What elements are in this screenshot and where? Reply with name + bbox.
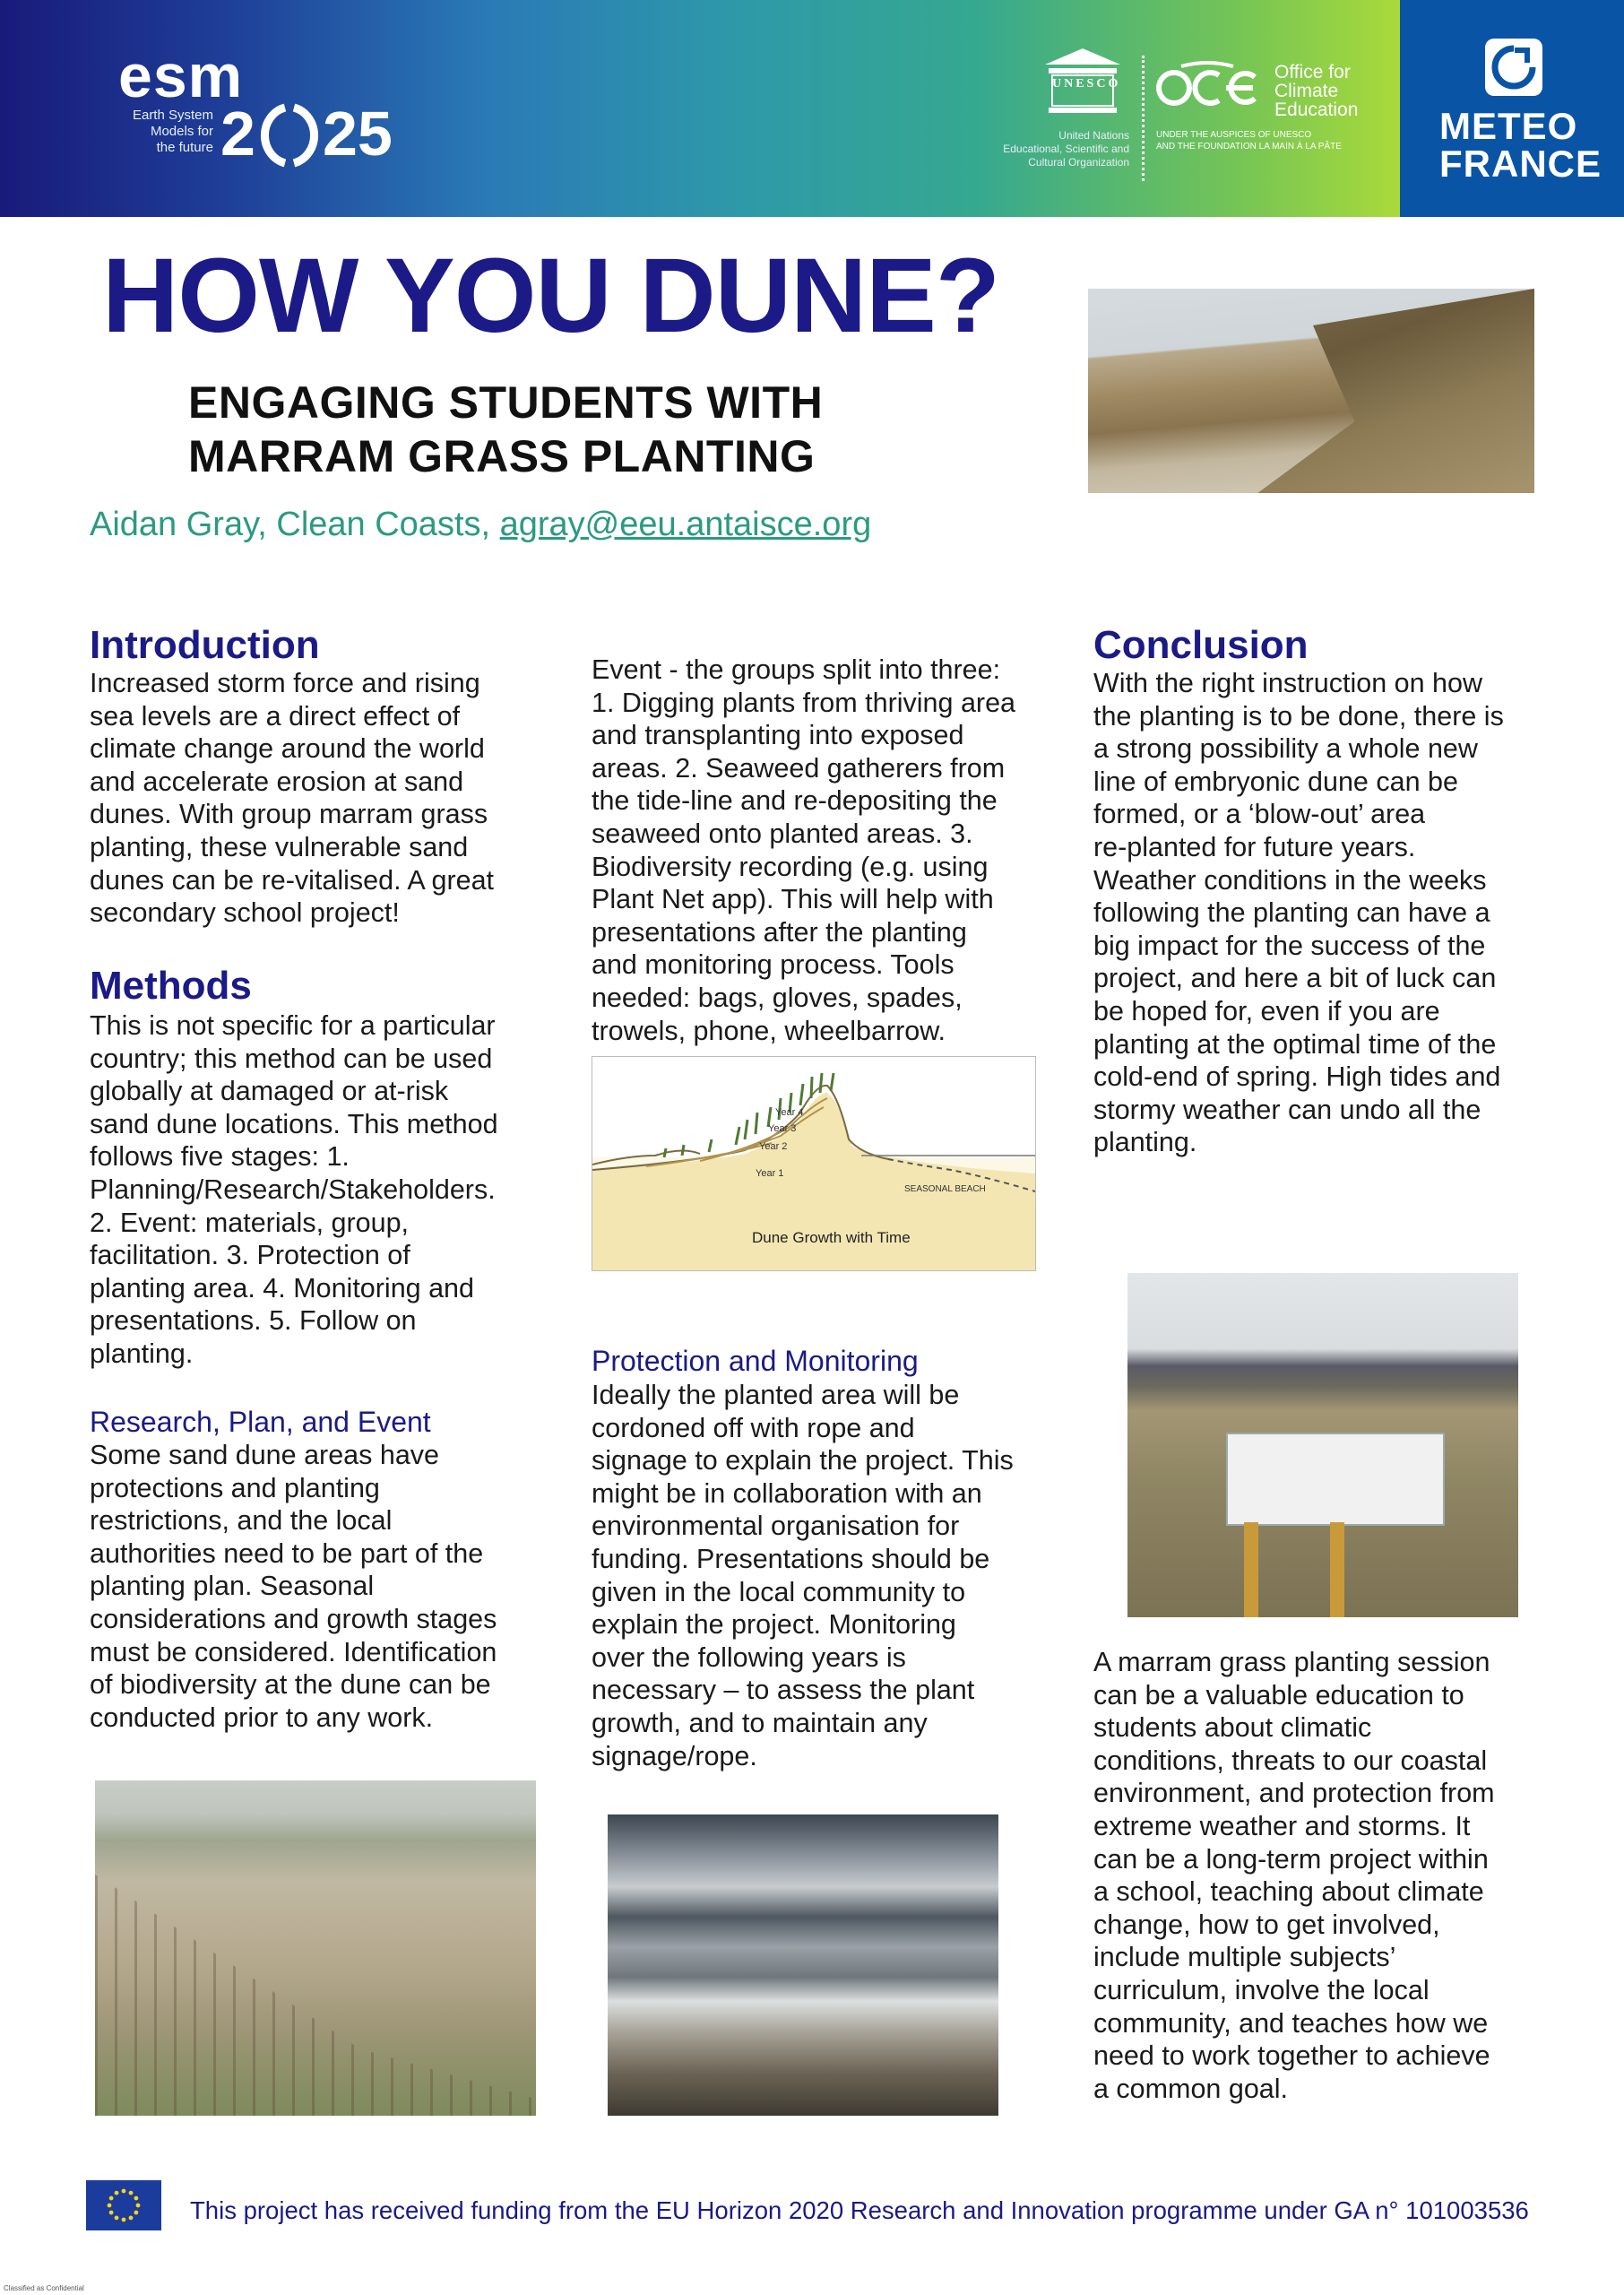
text-line: sand dune locations. This method xyxy=(90,1108,498,1139)
conclusion-text xyxy=(1093,667,1546,1159)
heading-research-plan-event: Research, Plan, and Event xyxy=(90,1406,431,1438)
text-line: planting. xyxy=(1093,1127,1197,1158)
logo-divider xyxy=(1142,56,1145,181)
text-line: cordoned off with rope and xyxy=(592,1412,915,1443)
header-banner xyxy=(0,0,1624,217)
text-line: be hoped for, even if you are xyxy=(1093,995,1440,1026)
text-line: considerations and growth stages xyxy=(90,1603,497,1634)
oce-auspices: UNDER THE AUSPICES OF UNESCO AND THE FOUNDATION LA MAIN À LA PÂTE xyxy=(1156,130,1342,152)
text-line: 2. Event: materials, group, xyxy=(90,1207,410,1238)
text-line: and transplanting into exposed xyxy=(592,720,964,751)
text-line: 1. Digging plants from thriving area xyxy=(592,687,1015,718)
text-line: necessary – to assess the plant xyxy=(592,1675,975,1706)
text-line: Event - the groups split into three: xyxy=(592,654,1001,685)
sign-post-right xyxy=(1330,1522,1344,1617)
text-line: presentations after the planting xyxy=(592,916,967,948)
text-line: Weather conditions in the weeks xyxy=(1093,864,1487,896)
eu-stars-icon xyxy=(86,2180,161,2230)
text-line: facilitation. 3. Protection of xyxy=(90,1240,410,1271)
text-line: and monitoring process. Tools xyxy=(592,949,955,981)
photo-group-with-sign xyxy=(1127,1273,1518,1617)
text-line: growth, and to maintain any xyxy=(592,1707,928,1738)
text-line: community, and teaches how we xyxy=(1093,2007,1489,2039)
text-line: This is not specific for a particular xyxy=(90,1010,496,1041)
esm-logo-tagline: Earth System Models for the future xyxy=(132,108,213,155)
unesco-caption: United Nations Educational, Scientific and Cultural Organization xyxy=(1003,129,1129,169)
meteo-france-logo xyxy=(1400,0,1624,217)
heading-protection-monitoring: Protection and Monitoring xyxy=(592,1345,919,1377)
text-line: the tide-line and re-depositing the xyxy=(592,785,998,817)
diagram-caption: Dune Growth with Time xyxy=(752,1229,911,1246)
text-line: dunes can be re-vitalised. A great xyxy=(90,864,495,896)
classification-label: Classified as Confidential xyxy=(4,2284,84,2292)
page-title: HOW YOU DUNE? xyxy=(102,237,999,355)
closing-text xyxy=(1093,1646,1546,2105)
photo-fenced-planting xyxy=(95,1780,536,2116)
text-line: of biodiversity at the dune can be xyxy=(90,1669,491,1701)
text-line: Biodiversity recording (e.g. using xyxy=(592,851,989,882)
text-line: might be in collaboration with an xyxy=(592,1477,982,1509)
text-line: can be a valuable education to xyxy=(1093,1679,1464,1710)
text-line: curriculum, involve the local xyxy=(1093,1974,1430,2005)
author-line xyxy=(90,506,871,544)
text-line: Some sand dune areas have xyxy=(90,1440,439,1470)
text-line: a school, teaching about climate xyxy=(1093,1876,1484,1908)
heading-methods: Methods xyxy=(90,964,252,1008)
text-line: re-planted for future years. xyxy=(1093,831,1416,862)
text-line: planting at the optimal time of the xyxy=(1093,1028,1497,1060)
year-label-3: Year 3 xyxy=(768,1123,797,1134)
meteo-line2: FRANCE xyxy=(1439,143,1602,185)
unesco-wordmark: UNESCO xyxy=(1052,77,1121,91)
text-line: seaweed onto planted areas. 3. xyxy=(592,818,973,849)
text-line: cold-end of spring. High tides and xyxy=(1093,1061,1501,1093)
text-line: planting, these vulnerable sand xyxy=(90,831,469,862)
text-line: formed, or a ‘blow-out’ area xyxy=(1093,799,1426,830)
text-line: Plant Net app). This will help with xyxy=(592,884,994,915)
author-name: Aidan Gray, Clean Coasts, xyxy=(90,506,500,543)
heading-introduction: Introduction xyxy=(90,623,320,667)
text-line: conditions, threats to our coastal xyxy=(1093,1745,1488,1776)
oce-rings-icon xyxy=(1154,61,1260,115)
text-line: secondary school project! xyxy=(90,897,400,929)
introduction-text xyxy=(90,667,542,930)
text-line: following the planting can have a xyxy=(1093,897,1490,929)
seasonal-beach-label: SEASONAL BEACH xyxy=(904,1184,986,1194)
text-line: project, and here a bit of luck can xyxy=(1093,963,1497,994)
text-line: globally at damaged or at-risk xyxy=(90,1076,449,1107)
esm-logo xyxy=(115,42,437,179)
event-text xyxy=(592,654,1044,1047)
text-line: authorities need to be part of the xyxy=(90,1537,484,1569)
text-line: a strong possibility a whole new xyxy=(1093,733,1478,765)
text-line: change, how to get involved, xyxy=(1093,1909,1440,1940)
methods-text xyxy=(90,1009,542,1371)
unesco-logo xyxy=(986,47,1136,181)
meteo-france-emblem-icon xyxy=(1484,38,1543,97)
subtitle-line-1: ENGAGING STUDENTS WITH xyxy=(188,377,824,428)
year-label-2: Year 2 xyxy=(759,1141,788,1152)
year-label-4: Year 4 xyxy=(775,1107,804,1118)
text-line: planting. xyxy=(90,1338,194,1369)
text-line: must be considered. Identification xyxy=(90,1636,497,1667)
text-line: environment, and protection from xyxy=(1093,1778,1495,1809)
text-line: presentations. 5. Follow on xyxy=(90,1305,417,1337)
text-line: follows five stages: 1. xyxy=(90,1141,350,1173)
text-line: climate change around the world xyxy=(90,733,485,765)
text-line: stormy weather can undo all the xyxy=(1093,1094,1481,1125)
text-line: a common goal. xyxy=(1093,2073,1288,2104)
oce-name: Office for Climate Education xyxy=(1274,62,1359,120)
text-line: environmental organisation for xyxy=(592,1511,960,1542)
year-label-1: Year 1 xyxy=(756,1168,784,1179)
eu-flag-icon xyxy=(86,2180,161,2230)
text-line: can be a long-term project within xyxy=(1093,1843,1489,1875)
text-line: planting plan. Seasonal xyxy=(90,1571,375,1602)
subtitle-line-2: MARRAM GRASS PLANTING xyxy=(188,431,816,481)
meteo-line1: METEO xyxy=(1439,105,1578,147)
photo-eroded-dune xyxy=(1088,289,1534,493)
text-line: explain the project. Monitoring xyxy=(592,1609,956,1641)
text-line: planting area. 4. Monitoring and xyxy=(90,1272,474,1303)
text-line: include multiple subjects’ xyxy=(1093,1942,1396,1973)
text-line: needed: bags, gloves, spades, xyxy=(592,982,963,1013)
text-line: protections and planting xyxy=(90,1472,380,1503)
photo-students-planting-beach xyxy=(608,1814,998,2116)
text-line: and accelerate erosion at sand xyxy=(90,766,464,797)
project-sign xyxy=(1226,1433,1445,1526)
text-line: funding. Presentations should be xyxy=(592,1543,990,1574)
text-line: A marram grass planting session xyxy=(1093,1647,1490,1677)
text-line: With the right instruction on how xyxy=(1093,668,1482,698)
text-line: dunes. With group marram grass xyxy=(90,799,488,830)
text-line: extreme weather and storms. It xyxy=(1093,1810,1471,1841)
text-line: signage to explain the project. This xyxy=(592,1445,1014,1477)
text-line: Planning/Research/Stakeholders. xyxy=(90,1173,496,1205)
text-line: conducted prior to any work. xyxy=(90,1702,434,1733)
text-line: the planting is to be done, there is xyxy=(1093,700,1504,732)
esm-logo-year-left: 2 xyxy=(220,99,255,169)
author-email-link[interactable]: agray@eeu.antaisce.org xyxy=(499,506,872,543)
text-line: students about climatic xyxy=(1093,1712,1372,1744)
esm-logo-word: esm xyxy=(118,42,244,110)
esm-logo-year-right: 25 xyxy=(323,99,393,169)
heading-conclusion: Conclusion xyxy=(1093,623,1309,667)
text-line: big impact for the success of the xyxy=(1093,930,1486,961)
text-line: country; this method can be used xyxy=(90,1043,493,1074)
text-line: trowels, phone, wheelbarrow. xyxy=(592,1015,946,1046)
text-line: line of embryonic dune can be xyxy=(1093,766,1458,797)
oce-logo xyxy=(1154,56,1387,172)
protection-text xyxy=(592,1379,1044,1772)
dune-growth-diagram xyxy=(592,1056,1036,1271)
text-line: areas. 2. Seaweed gatherers from xyxy=(592,752,1006,784)
text-line: given in the local community to xyxy=(592,1576,966,1607)
research-text xyxy=(90,1439,542,1734)
text-line: signage/rope. xyxy=(592,1740,757,1771)
text-line: restrictions, and the local xyxy=(90,1505,393,1537)
text-line: sea levels are a direct effect of xyxy=(90,700,461,732)
esm-logo-circle-icon xyxy=(258,102,321,169)
sign-post-left xyxy=(1244,1522,1258,1617)
text-line: Ideally the planted area will be xyxy=(592,1380,960,1410)
text-line: Increased storm force and rising xyxy=(90,668,480,698)
text-line: need to work together to achieve xyxy=(1093,2040,1490,2072)
text-line: over the following years is xyxy=(592,1641,906,1673)
funding-statement: This project has received funding from the EU Horizon 2020 Research and Innovation programme under GA n° 101003536 xyxy=(190,2196,1529,2224)
